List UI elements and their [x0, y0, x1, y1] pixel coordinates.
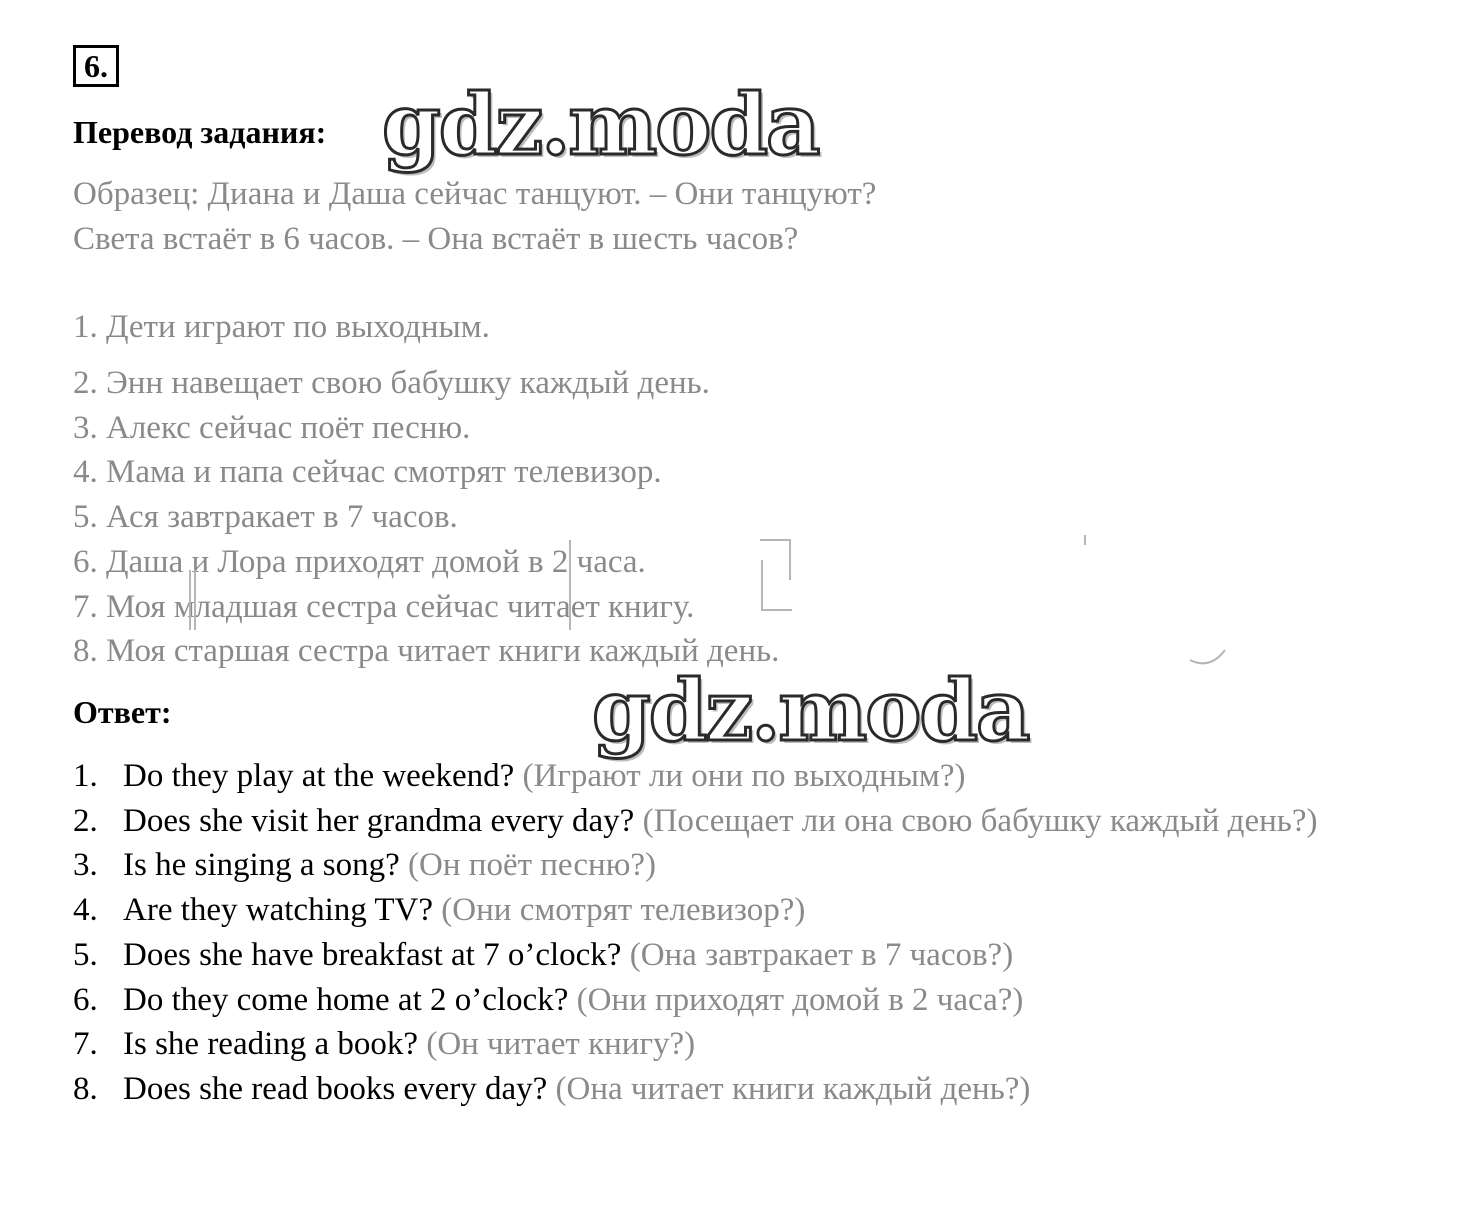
watermark-logo: gdz.moda	[592, 661, 1029, 760]
example-line: Света встаёт в 6 часов. – Она встаёт в шесть часов?	[73, 221, 799, 257]
answer-english: Are they watching TV?	[123, 892, 434, 929]
answer-russian: (Он поёт песню?)	[408, 847, 656, 884]
task-number: 6.	[73, 45, 119, 87]
task-translation-heading: Перевод задания:	[73, 114, 327, 150]
task-sentence: 6. Даша и Лора приходят домой в 2 часа.	[73, 544, 646, 580]
answer-english: Is she reading a book?	[123, 1026, 419, 1063]
answer-heading: Ответ:	[73, 694, 172, 730]
answer-item	[73, 754, 1373, 799]
answer-number: 8.	[73, 1070, 98, 1107]
answer-english: Is he singing a song?	[123, 847, 400, 884]
answer-number: 7.	[73, 1026, 98, 1063]
answer-number: 2.	[73, 802, 98, 839]
example-line: Образец: Диана и Даша сейчас танцуют. – Они танцуют?	[73, 176, 877, 212]
task-sentence: 5. Ася завтракает в 7 часов.	[73, 499, 458, 535]
answer-russian: (Они приходят домой в 2 часа?)	[576, 981, 1024, 1018]
answer-english: Do they come home at 2 o’clock?	[123, 981, 569, 1018]
task-sentence: 3. Алекс сейчас поёт песню.	[73, 410, 471, 446]
answer-russian: (Посещает ли она свою бабушку каждый день?)	[642, 802, 1318, 839]
task-sentence: 1. Дети играют по выходным.	[73, 309, 490, 345]
answer-number: 4.	[73, 892, 98, 929]
answer-english: Does she have breakfast at 7 o’clock?	[123, 936, 622, 973]
answer-russian: (Она читает книги каждый день?)	[555, 1070, 1031, 1107]
answer-number: 6.	[73, 981, 98, 1018]
answer-item	[73, 799, 1373, 844]
answer-item	[73, 933, 1373, 978]
answer-english: Do they play at the weekend?	[123, 758, 515, 794]
task-sentence: 8. Моя старшая сестра читает книги каждый день.	[73, 633, 780, 669]
answer-russian: (Играют ли они по выходным?)	[522, 758, 966, 794]
answer-number: 5.	[73, 936, 98, 973]
watermark-logo: gdz.moda	[382, 75, 819, 174]
answer-item	[73, 888, 1373, 933]
task-sentence: 2. Энн навещает свою бабушку каждый день.	[73, 365, 710, 401]
answer-list	[73, 754, 1373, 1112]
answer-number: 3.	[73, 847, 98, 884]
answer-russian: (Она завтракает в 7 часов?)	[629, 936, 1014, 973]
task-sentence: 4. Мама и папа сейчас смотрят телевизор.	[73, 454, 662, 490]
answer-item	[73, 978, 1373, 1023]
answer-english: Does she read books every day?	[123, 1070, 548, 1107]
task-sentence: 7. Моя младшая сестра сейчас читает книгу.	[73, 589, 695, 625]
answer-number: 1.	[73, 758, 98, 794]
answer-item	[73, 1067, 1373, 1112]
answer-item	[73, 843, 1373, 888]
answer-item	[73, 1022, 1373, 1067]
answer-russian: (Они смотрят телевизор?)	[441, 892, 806, 929]
answer-english: Does she visit her grandma every day?	[123, 802, 635, 839]
answer-russian: (Он читает книгу?)	[426, 1026, 696, 1063]
